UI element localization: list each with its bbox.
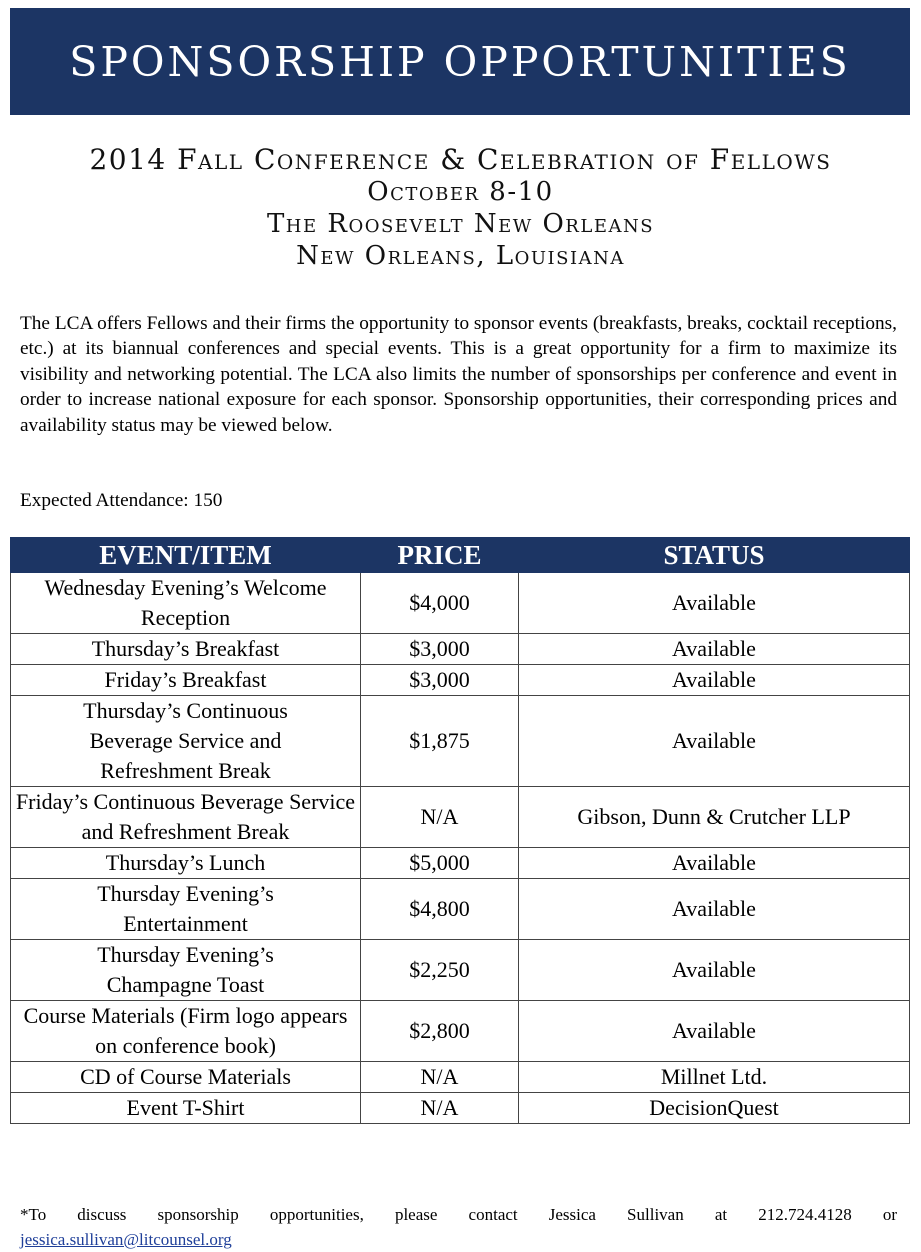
price-cell: $4,800 — [361, 879, 519, 940]
table-row — [11, 848, 910, 879]
status-cell: Available — [519, 634, 910, 665]
header-status: STATUS — [519, 538, 910, 573]
status-cell: Millnet Ltd. — [519, 1062, 910, 1093]
event-cell: Thursday’s Breakfast — [11, 634, 361, 665]
table-row — [11, 787, 910, 848]
contact-email-link[interactable]: jessica.sullivan@litcounsel.org — [20, 1230, 232, 1249]
sponsorship-table — [10, 537, 910, 1124]
event-cell: Thursday Evening’s Champagne Toast — [11, 940, 361, 1001]
table-row — [11, 573, 910, 634]
status-cell: Available — [519, 573, 910, 634]
status-cell: Available — [519, 940, 910, 1001]
table-row — [11, 1093, 910, 1124]
header-price: PRICE — [361, 538, 519, 573]
table-row — [11, 1062, 910, 1093]
price-cell: $5,000 — [361, 848, 519, 879]
table-row — [11, 665, 910, 696]
status-cell: Available — [519, 879, 910, 940]
event-cell: Course Materials (Firm logo appears on conference book) — [11, 1001, 361, 1062]
status-cell: Available — [519, 1001, 910, 1062]
price-cell: $2,800 — [361, 1001, 519, 1062]
conference-name: 2014 Fall Conference & Celebration of Fellows — [89, 143, 832, 176]
event-cell: Friday’s Continuous Beverage Service and Refreshment Break — [11, 787, 361, 848]
price-cell: $4,000 — [361, 573, 519, 634]
intro-paragraph: The LCA offers Fellows and their firms the opportunity to sponsor events (breakfasts, breaks, cocktail receptions, etc.) at its biannual conferences and special events. This is a great opportunity for a firm to maximize its visibility and networking potential. The LCA also limits the number of sponsorships per conference and event in order to increase national exposure for each sponsor. Sponsorship opportunities, their corresponding prices and availability status may be viewed below. — [20, 313, 897, 436]
price-cell: $3,000 — [361, 634, 519, 665]
status-cell: Available — [519, 696, 910, 787]
price-cell: $1,875 — [361, 696, 519, 787]
status-cell: DecisionQuest — [519, 1093, 910, 1124]
event-cell: Thursday’s Continuous Beverage Service and Refreshment Break — [11, 696, 361, 787]
table-row — [11, 1001, 910, 1062]
table-row — [11, 634, 910, 665]
header-event-item: EVENT/ITEM — [11, 538, 361, 573]
event-cell: Wednesday Evening’s Welcome Reception — [11, 573, 361, 634]
status-cell: Available — [519, 665, 910, 696]
conference-city: New Orleans, Louisiana — [296, 241, 625, 271]
conference-dates: October 8-10 — [367, 177, 554, 207]
title-banner — [10, 8, 910, 115]
conference-heading — [0, 144, 921, 272]
event-cell: CD of Course Materials — [11, 1062, 361, 1093]
page-title: SPONSORSHIP OPPORTUNITIES — [69, 37, 851, 86]
conference-venue: The Roosevelt New Orleans — [266, 209, 655, 239]
contact-footer — [20, 1202, 897, 1252]
price-cell: N/A — [361, 787, 519, 848]
price-cell: N/A — [361, 1093, 519, 1124]
table-header-row — [11, 538, 910, 573]
table-row — [11, 696, 910, 787]
contact-text: *To discuss sponsorship opportunities, please contact Jessica Sullivan at 212.724.4128 or — [20, 1205, 897, 1224]
event-cell: Friday’s Breakfast — [11, 665, 361, 696]
event-cell: Event T-Shirt — [11, 1093, 361, 1124]
status-cell: Gibson, Dunn & Crutcher LLP — [519, 787, 910, 848]
event-cell: Thursday Evening’s Entertainment — [11, 879, 361, 940]
event-cell: Thursday’s Lunch — [11, 848, 361, 879]
table-row — [11, 940, 910, 1001]
price-cell: $3,000 — [361, 665, 519, 696]
expected-attendance: Expected Attendance: 150 — [20, 490, 223, 511]
price-cell: N/A — [361, 1062, 519, 1093]
price-cell: $2,250 — [361, 940, 519, 1001]
status-cell: Available — [519, 848, 910, 879]
table-row — [11, 879, 910, 940]
